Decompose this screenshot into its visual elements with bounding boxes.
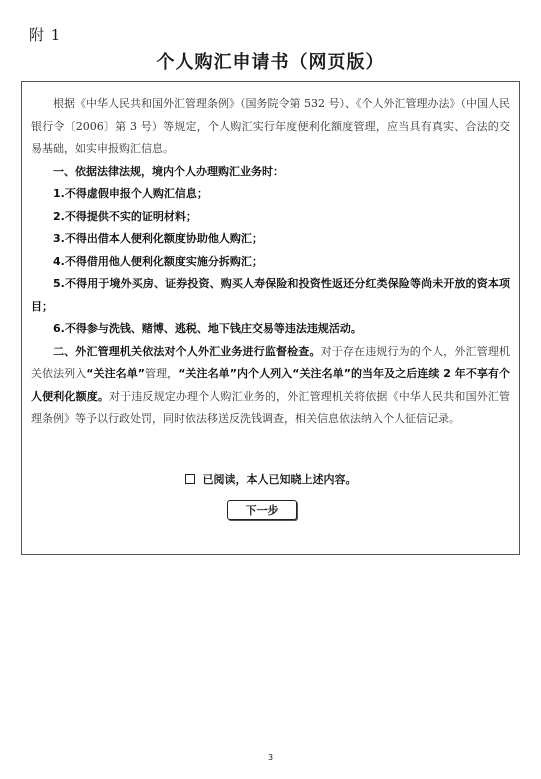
next-button[interactable]: 下一步 [227, 500, 297, 520]
page-title: 个人购汇申请书（网页版） [156, 52, 385, 73]
rule-item-5: 5.不得用于境外买房、证券投资、购买人寿保险和投资性返还分红类保险等尚未开放的资本项目； [31, 277, 510, 313]
appendix-label: 附 1 [29, 26, 62, 44]
page-number: 3 [267, 753, 274, 762]
rule-item-3: 3.不得出借本人便利化额度协助他人购汇； [53, 232, 263, 245]
section2-text-a: 对于存在违规行为的个人，外汇管理机关依法列入 [31, 344, 511, 380]
section1-heading: 一、依据法律法规，境内个人办理购汇业务时： [53, 164, 284, 178]
notice-content [31, 93, 510, 431]
rule-item-6: 6.不得参与洗钱、赌博、逃税、地下钱庄交易等违法违规活动。 [53, 322, 362, 335]
section2-text-e: 对于违反规定办理个人购汇业务的，外汇管理机关将依据《中华人民共和国外汇管理条例》等予以行政处罚，同时依法移送反洗钱调查，相关信息依法纳入个人征信记录。 [31, 389, 510, 425]
rule-item-4: 4.不得借用他人便利化额度实施分拆购汇； [53, 254, 263, 268]
watchlist-term: “关注名单” [86, 367, 145, 380]
watchlist-rule: “关注名单”内个人列入“关注名单”的当年及之后连续 2 年不享有个人便利化额度。 [31, 367, 511, 403]
confirm-row [0, 472, 541, 488]
rule-item-1: 1.不得虚假申报个人购汇信息； [53, 187, 208, 200]
section2-text-c: 管理， [144, 367, 179, 380]
section2-heading: 二、外汇管理机关依法对个人外汇业务进行监督检查。 [53, 344, 321, 358]
rule-item-2: 2.不得提供不实的证明材料； [53, 209, 197, 223]
intro-paragraph: 根据《中华人民共和国外汇管理条例》（国务院令第 532 号）、《个人外汇管理办法》（中国人民银行令〔2006〕第 3 号）等规定，个人购汇实行年度便利化额度管理，应当具有真实、合法的交易基础，如实申报购汇信息。 [31, 97, 510, 155]
section2-paragraph [31, 341, 510, 431]
confirm-label[interactable]: 已阅读，本人已知晓上述内容。 [202, 473, 357, 486]
confirm-checkbox[interactable] [185, 474, 195, 484]
